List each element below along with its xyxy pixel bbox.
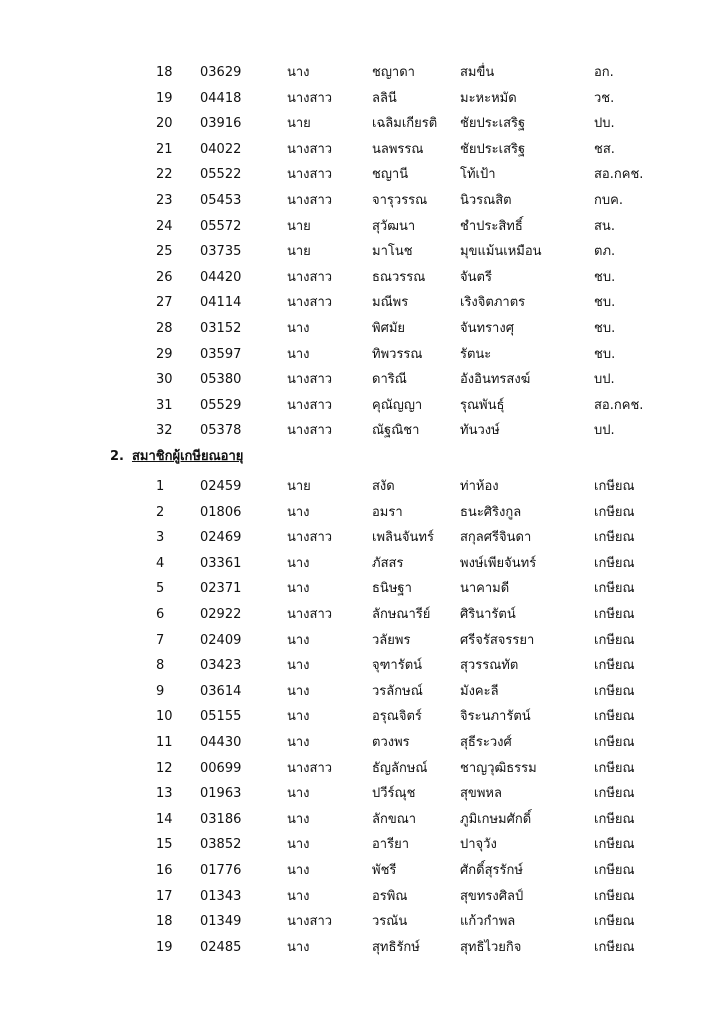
name-title: นางสาว [287,167,333,183]
name-title: นาง [287,555,310,571]
member-id: 03629 [200,65,242,80]
last-name: สมขื่น [460,65,495,80]
member-list-continued [0,60,724,444]
table-row [0,60,724,86]
first-name: สงัด [372,479,395,494]
table-row [0,86,724,112]
first-name: ธณวรรณ [372,269,426,285]
first-name: สุวัฒนา [372,218,416,234]
row-number: 29 [156,346,173,362]
first-name: ชญานี [372,167,409,183]
table-row [0,342,724,368]
first-name: พิศมัย [372,320,406,336]
row-number: 22 [156,167,173,183]
first-name: พัชรี [372,862,397,878]
member-id: 03597 [200,346,242,362]
first-name: ดาริณี [372,372,407,388]
unit: เกษียณ [594,888,635,904]
row-number: 32 [156,423,173,439]
table-row [0,832,724,858]
section-heading [110,444,243,470]
row-number: 13 [156,786,173,802]
table-row [0,316,724,342]
unit: เกษียณ [594,709,635,725]
row-number: 19 [156,90,173,106]
row-number: 12 [156,760,173,776]
table-row [0,781,724,807]
unit: กบค. [594,192,623,208]
last-name: ชำประสิทธิ์ [460,218,523,234]
first-name: ธัญลักษณ์ [372,760,428,776]
first-name: วรลักษณ์ [372,683,423,699]
last-name: ชาญวุฒิธรรม [460,760,537,776]
member-id: 03423 [200,658,242,674]
last-name: มะหะหมัด [460,90,517,106]
unit: เกษียณ [594,479,635,494]
name-title: นางสาว [287,372,333,388]
row-number: 17 [156,888,173,904]
row-number: 30 [156,372,173,388]
table-row [0,290,724,316]
name-title: นางสาว [287,90,333,106]
row-number: 1 [156,479,165,494]
last-name: สุวรรณทัต [460,658,519,674]
name-title: นาย [287,218,311,234]
name-title: นางสาว [287,423,333,439]
first-name: อมรา [372,504,403,520]
member-id: 03852 [200,837,242,853]
row-number: 5 [156,581,165,597]
name-title: นาง [287,811,310,827]
table-row [0,653,724,679]
table-row [0,909,724,935]
row-number: 23 [156,192,173,208]
member-id: 03614 [200,683,242,699]
name-title: นาย [287,244,311,260]
section-title: สมาชิกผู้เกษียณอายุ [131,449,244,464]
first-name: สุทธิรักษ์ [372,939,420,955]
table-row [0,214,724,240]
member-id: 05572 [200,218,242,234]
first-name: ณัฐณิชา [372,423,420,439]
first-name: ลักษณารีย์ [372,606,431,622]
unit: เกษียณ [594,606,635,622]
name-title: นาง [287,862,310,878]
unit: เกษียณ [594,683,635,699]
last-name: มังคะลี [460,683,499,699]
last-name: สุขพหล [460,786,502,802]
row-number: 25 [156,244,173,260]
unit: ชบ. [594,320,616,336]
row-number: 28 [156,320,173,336]
table-row [0,111,724,137]
last-name: ปาจุวัง [460,837,497,853]
first-name: เพลินจันทร์ [372,530,434,546]
last-name: จันตรี [460,269,492,285]
unit: เกษียณ [594,862,635,878]
name-title: นาย [287,479,311,494]
row-number: 27 [156,295,173,311]
table-row [0,239,724,265]
unit: เกษียณ [594,811,635,827]
table-row [0,265,724,291]
table-row [0,418,724,444]
row-number: 8 [156,658,165,674]
retired-member-list [0,474,724,960]
table-row [0,602,724,628]
table-row [0,576,724,602]
table-row [0,730,724,756]
member-id: 03152 [200,320,242,336]
table-row [0,935,724,961]
unit: บป. [594,372,615,388]
unit: เกษียณ [594,632,635,648]
unit: เกษียณ [594,734,635,750]
section-number: 2. [110,449,124,464]
name-title: นางสาว [287,606,333,622]
last-name: ชัยประเสริฐ [460,116,526,132]
last-name: สกุลศรีจินดา [460,530,532,546]
member-id: 02409 [200,632,242,648]
unit: ชส. [594,141,615,157]
table-row [0,807,724,833]
last-name: รัตนะ [460,346,492,362]
name-title: นาง [287,734,310,750]
row-number: 4 [156,555,165,571]
table-row [0,188,724,214]
member-id: 04420 [200,269,242,285]
member-id: 02485 [200,939,242,955]
unit: เกษียณ [594,914,635,930]
table-row [0,884,724,910]
table-row [0,525,724,551]
unit: เกษียณ [594,555,635,571]
row-number: 15 [156,837,173,853]
last-name: นาคามดี [460,581,510,597]
last-name: เริงจิตภาตร [460,295,526,311]
member-id: 03186 [200,811,242,827]
table-row [0,137,724,163]
member-id: 03361 [200,555,242,571]
member-id: 03916 [200,116,242,132]
member-id: 02469 [200,530,242,546]
name-title: นางสาว [287,192,333,208]
row-number: 20 [156,116,173,132]
last-name: ศรีจรัสจรรยา [460,632,535,648]
row-number: 19 [156,939,173,955]
name-title: นางสาว [287,760,333,776]
last-name: สุทธิไวยกิจ [460,939,522,955]
unit: เกษียณ [594,581,635,597]
last-name: จิระนภารัตน์ [460,709,531,725]
name-title: นาง [287,65,310,80]
member-id: 04418 [200,90,242,106]
name-title: นาง [287,504,310,520]
unit: เกษียณ [594,939,635,955]
name-title: นางสาว [287,269,333,285]
last-name: ศักดิ์สุรรักษ์ [460,862,523,878]
table-row [0,679,724,705]
unit: เกษียณ [594,837,635,853]
unit: เกษียณ [594,658,635,674]
table-row [0,393,724,419]
last-name: แก้วกำพล [460,914,516,930]
row-number: 16 [156,862,173,878]
unit: ตภ. [594,244,616,260]
row-number: 31 [156,397,173,413]
name-title: นาง [287,658,310,674]
name-title: นางสาว [287,295,333,311]
name-title: นางสาว [287,914,333,930]
row-number: 14 [156,811,173,827]
name-title: นาง [287,346,310,362]
member-id: 05522 [200,167,242,183]
first-name: อรพิณ [372,888,408,904]
last-name: ท่าห้อง [460,479,499,494]
first-name: นลพรรณ [372,141,424,157]
member-id: 00699 [200,760,242,776]
member-id: 04022 [200,141,242,157]
row-number: 7 [156,632,165,648]
table-row [0,756,724,782]
first-name: เฉลิมเกียรติ [372,116,438,132]
name-title: นาง [287,888,310,904]
row-number: 18 [156,914,173,930]
name-title: นาง [287,786,310,802]
first-name: มณีพร [372,295,409,311]
unit: เกษียณ [594,760,635,776]
unit: สน. [594,218,615,234]
name-title: นางสาว [287,397,333,413]
table-row [0,367,724,393]
unit: วช. [594,90,615,106]
table-row [0,162,724,188]
unit: บป. [594,423,615,439]
unit: ชบ. [594,269,616,285]
table-row [0,628,724,654]
member-id: 05155 [200,709,242,725]
first-name: ชญาดา [372,65,415,80]
unit: เกษียณ [594,786,635,802]
first-name: จารุวรรณ [372,192,428,208]
name-title: นาง [287,837,310,853]
last-name: พงษ์เพียจันทร์ [460,555,537,571]
last-name: ภูมิเกษมศักดิ์ [460,811,532,827]
last-name: อังอินทรสงฆ์ [460,372,531,388]
last-name: สุขทรงศิลป์ [460,888,524,904]
last-name: นิวรณสิต [460,192,512,208]
row-number: 9 [156,683,165,699]
table-row [0,704,724,730]
first-name: ลลินี [372,90,397,106]
member-id: 02922 [200,606,242,622]
row-number: 6 [156,606,165,622]
table-row [0,474,724,500]
member-id: 05529 [200,397,242,413]
last-name: ทันวงษ์ [460,423,500,439]
unit: ชบ. [594,346,616,362]
name-title: นาง [287,683,310,699]
last-name: สุธีระวงศ์ [460,734,512,750]
first-name: ลักขณา [372,811,417,827]
member-id: 02459 [200,479,242,494]
unit: สอ.กคช. [594,167,644,183]
unit: ปบ. [594,116,615,132]
first-name: จุฑารัตน์ [372,658,423,674]
first-name: วรณัน [372,914,408,930]
unit: ชบ. [594,295,616,311]
member-id: 04430 [200,734,242,750]
first-name: วลัยพร [372,632,411,648]
first-name: ทิพวรรณ [372,346,423,362]
last-name: ธนะศิริงกูล [460,504,522,520]
name-title: นาง [287,709,310,725]
member-id: 01343 [200,888,242,904]
unit: เกษียณ [594,504,635,520]
member-id: 01349 [200,914,242,930]
last-name: โท้เป้า [460,167,496,183]
table-row [0,551,724,577]
name-title: นาง [287,320,310,336]
first-name: อารียา [372,837,410,853]
name-title: นาง [287,939,310,955]
member-id: 01776 [200,862,242,878]
name-title: นางสาว [287,530,333,546]
row-number: 10 [156,709,173,725]
name-title: นาง [287,581,310,597]
name-title: นางสาว [287,141,333,157]
row-number: 24 [156,218,173,234]
member-id: 04114 [200,295,242,311]
first-name: ตวงพร [372,734,410,750]
row-number: 2 [156,504,165,520]
table-row [0,858,724,884]
unit: เกษียณ [594,530,635,546]
table-row [0,500,724,526]
first-name: มาโนช [372,244,413,260]
member-id: 02371 [200,581,242,597]
last-name: มุขแม้นเหมือน [460,244,542,260]
last-name: ชัยประเสริฐ [460,141,526,157]
unit: สอ.กคช. [594,397,644,413]
member-id: 05378 [200,423,242,439]
first-name: ปวีร์ณุช [372,786,416,802]
row-number: 18 [156,65,173,80]
row-number: 26 [156,269,173,285]
member-id: 03735 [200,244,242,260]
last-name: ศิรินารัตน์ [460,606,516,622]
row-number: 21 [156,141,173,157]
member-id: 01963 [200,786,242,802]
unit: อก. [594,65,614,80]
name-title: นาง [287,632,310,648]
last-name: จันทรางศุ [460,320,514,336]
first-name: อรุณจิตร์ [372,709,422,725]
first-name: คุณัญญา [372,397,423,413]
name-title: นาย [287,116,311,132]
member-id: 05453 [200,192,242,208]
last-name: รุณพันธุ์ [460,397,505,413]
row-number: 11 [156,734,173,750]
row-number: 3 [156,530,165,546]
member-id: 01806 [200,504,242,520]
first-name: ธนิษฐา [372,581,412,597]
member-id: 05380 [200,372,242,388]
first-name: ภัสสร [372,555,404,571]
